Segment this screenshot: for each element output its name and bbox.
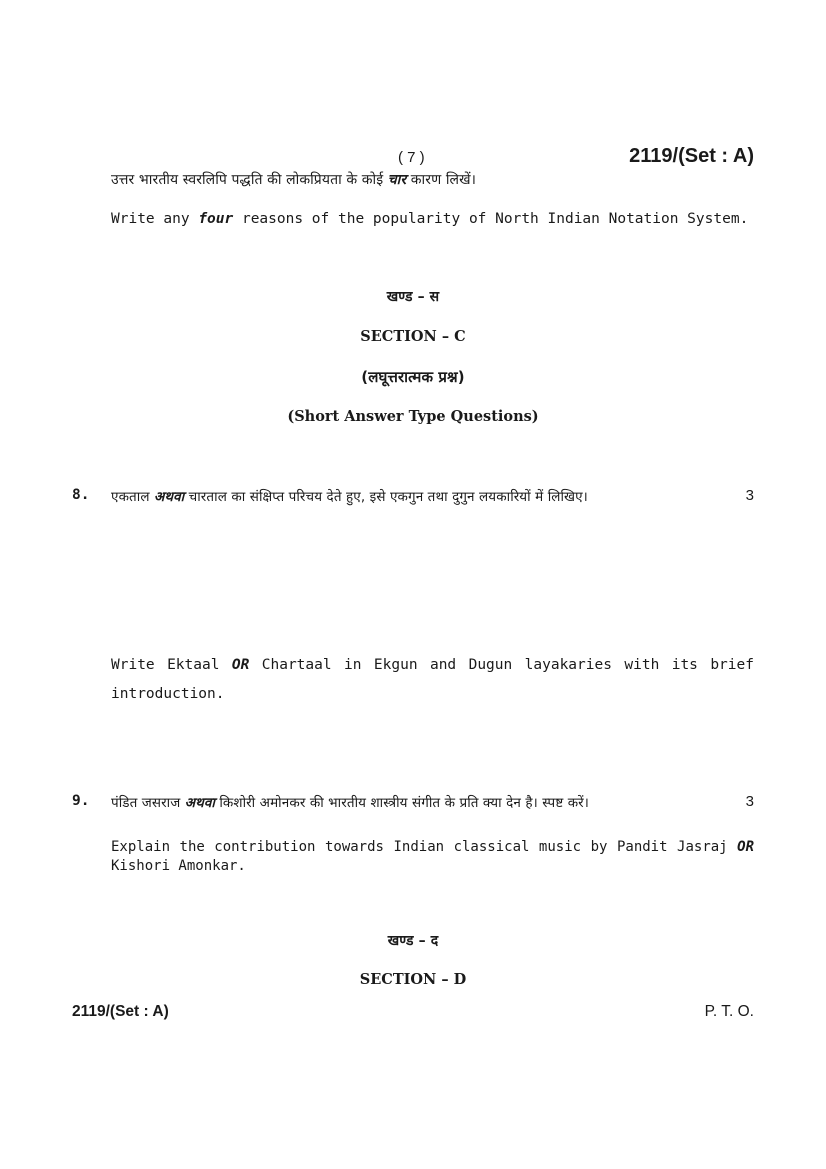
q7-english-text [111,211,748,227]
section-d-heading: SECTION – D [359,971,467,988]
section-c-hindi-heading: खण्ड – स [386,289,440,305]
q7-hindi-text [111,170,476,189]
section-c-type-english: (Short Answer Type Questions) [287,408,539,425]
q8-english-line2: introduction. [111,686,225,702]
section-c-heading: SECTION – C [360,328,466,345]
q8-number: 8. [72,487,90,503]
q8-english-pre: Write Ektaal [111,657,220,673]
q8-english-post: Chartaal in Ekgun and Dugun layakaries with its brief [261,657,754,673]
q7-english-emphasis: four [198,211,234,227]
header-paper-code: 2119/(Set : A) [629,145,754,167]
section-c-type-hindi: (लघूत्तरात्मक प्रश्न) [361,368,465,386]
q8-hindi-emphasis: अथवा [153,489,185,505]
q7-english-pre: Write any [111,211,190,227]
page-number: ( 7 ) [398,149,425,166]
q9-hindi-post: किशोरी अमोनकर की भारतीय शास्त्रीय संगीत के प्रति क्या देन है। स्पष्ट करें। [219,795,590,811]
q8-marks: 3 [745,487,754,504]
q9-marks: 3 [745,793,754,810]
q9-hindi-pre: पंडित जसराज [111,795,181,811]
section-d-hindi-heading: खण्ड – द [387,933,439,949]
q9-english-line2: Kishori Amonkar. [111,858,246,874]
footer-paper-code: 2119/(Set : A) [72,1003,169,1020]
footer-pto: P. T. O. [704,1003,754,1020]
q8-english-emphasis: OR [231,657,250,673]
q9-english-emphasis: OR [737,839,754,855]
q9-english-line1 [111,839,754,855]
q8-hindi-text [111,487,588,505]
q9-number: 9. [72,793,90,809]
q8-english-line1 [111,657,754,673]
q7-hindi-pre: उत्तर भारतीय स्वरलिपि पद्धति की लोकप्रियता के कोई [111,172,384,188]
q8-hindi-post: चारताल का संक्षिप्त परिचय देते हुए, इसे एकगुन तथा दुगुन लयकारियों में लिखिए। [188,489,588,505]
q7-english-post: reasons of the popularity of North Indian Notation System. [241,211,749,227]
q9-hindi-text [111,793,589,811]
q8-hindi-pre: एकताल [111,489,150,505]
q9-hindi-emphasis: अथवा [184,795,216,811]
q7-hindi-emphasis: चार [387,172,407,188]
q7-hindi-post: कारण लिखें। [410,172,477,188]
q9-english-pre: Explain the contribution towards Indian classical music by Pandit Jasraj [111,839,728,855]
